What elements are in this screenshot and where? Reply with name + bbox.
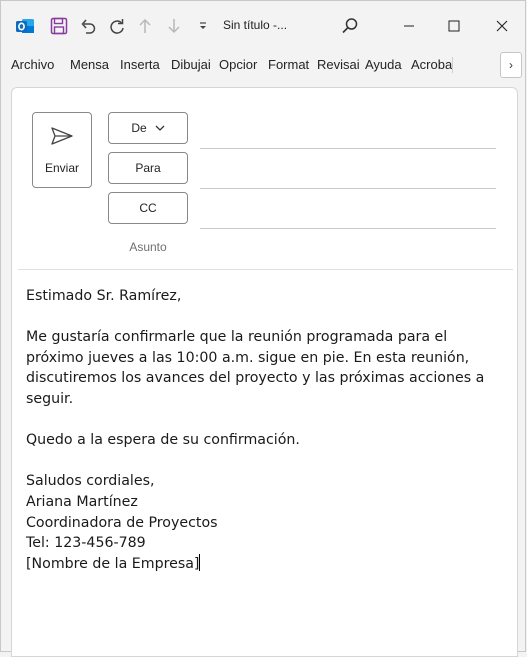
close-button[interactable]	[487, 11, 517, 41]
body-paragraph-2: Quedo a la espera de su confirmación.	[26, 432, 300, 449]
send-button[interactable]	[32, 112, 92, 188]
from-button[interactable]	[108, 112, 188, 144]
tab-formato[interactable]: Format	[268, 57, 310, 72]
undo-icon[interactable]	[76, 14, 100, 38]
ribbon-tabs	[1, 51, 527, 79]
signature-role: Coordinadora de Proyectos	[26, 514, 218, 531]
tab-acrobat[interactable]: Acroba	[411, 57, 453, 72]
tab-dibujar[interactable]: Dibujai	[171, 57, 211, 72]
cc-button[interactable]	[108, 192, 188, 224]
title-bar	[1, 1, 527, 51]
text-cursor	[199, 554, 200, 571]
outlook-app-icon	[13, 14, 37, 38]
ribbon-separator	[452, 57, 453, 73]
tab-archivo[interactable]: Archivo	[11, 57, 55, 72]
to-label: Para	[135, 161, 161, 175]
subject-label: Asunto	[129, 240, 167, 254]
closing-line: Saludos cordiales,	[26, 473, 155, 490]
greeting-line: Estimado Sr. Ramírez,	[26, 288, 182, 304]
send-icon	[50, 126, 74, 151]
signature-name: Ariana Martínez	[26, 493, 138, 510]
window-title: Sin título -...	[223, 18, 288, 32]
ribbon-more-button[interactable]: ›	[500, 52, 522, 78]
arrow-up-icon[interactable]	[133, 14, 157, 38]
minimize-button[interactable]	[394, 11, 424, 41]
from-field[interactable]	[200, 148, 496, 149]
send-label: Enviar	[44, 160, 79, 175]
search-icon[interactable]	[338, 14, 362, 38]
message-body[interactable]	[26, 286, 496, 574]
body-paragraph-1: Me gustaría confirmarle que la reunión programada para el próximo jueves a las 10:00 a.m. sigue en pie. En esta reunión, discutiremos los avances del proyecto y las próximas acciones a seguir.	[26, 329, 485, 407]
arrow-down-icon[interactable]	[162, 14, 186, 38]
to-button[interactable]	[108, 152, 188, 184]
customize-toolbar-icon[interactable]	[191, 14, 215, 38]
tab-insertar[interactable]: Inserta	[120, 57, 160, 72]
to-field[interactable]	[200, 188, 496, 189]
header-body-divider	[18, 269, 513, 270]
chevron-down-icon	[155, 124, 165, 132]
from-label: De	[131, 121, 147, 135]
redo-icon[interactable]	[105, 14, 129, 38]
signature-company: [Nombre de la Empresa]	[26, 555, 200, 572]
save-icon[interactable]	[47, 14, 71, 38]
tab-revisar[interactable]: Revisai	[317, 57, 360, 72]
tab-mensaje[interactable]: Mensa	[70, 57, 110, 72]
compose-panel	[11, 87, 518, 657]
cc-label: CC	[139, 201, 157, 215]
cc-field[interactable]	[200, 228, 496, 229]
tab-ayuda[interactable]: Ayuda	[365, 57, 402, 72]
tab-opciones[interactable]: Opcior	[219, 57, 258, 72]
signature-phone: Tel: 123-456-789	[26, 535, 146, 552]
maximize-button[interactable]	[439, 11, 469, 41]
